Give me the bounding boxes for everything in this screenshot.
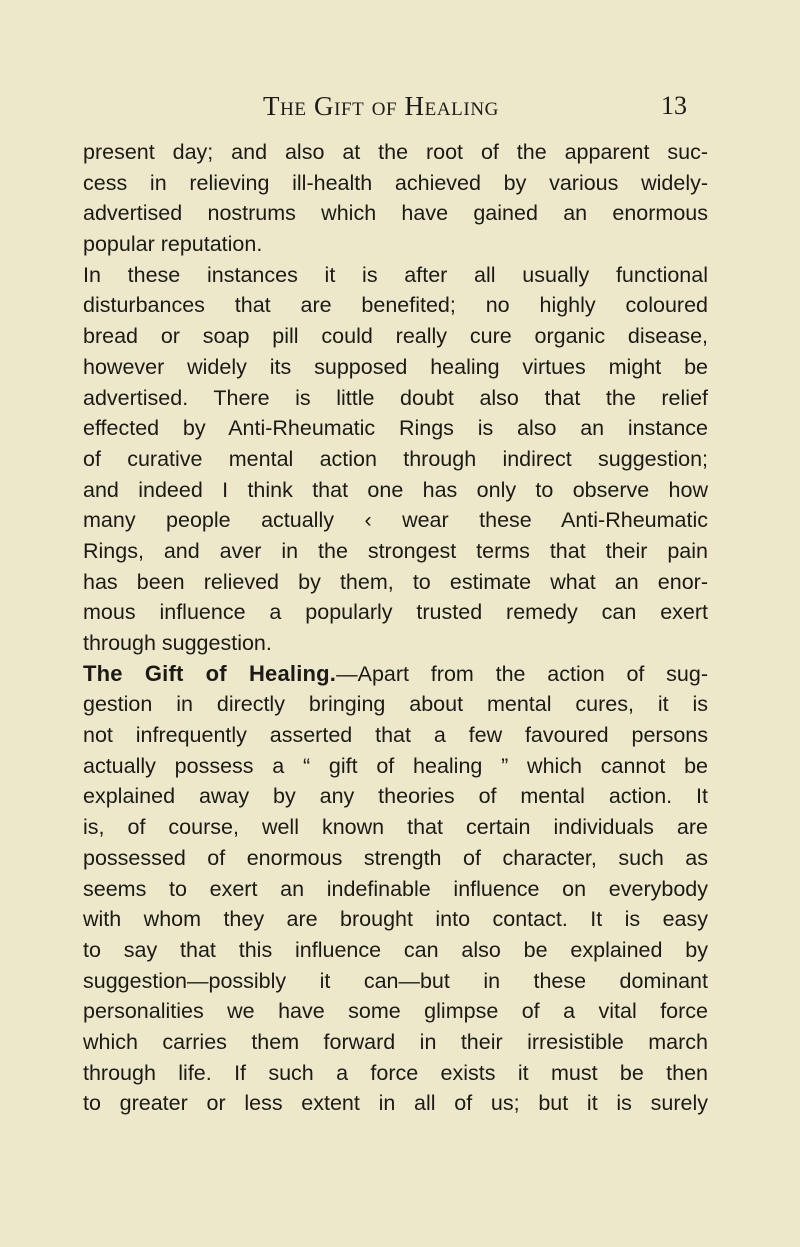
page-number: 13	[661, 91, 687, 120]
text-line: possessed of enormous strength of character, such as	[83, 845, 708, 870]
text-line: to greater or less extent in all of us; but it is surely	[83, 1091, 708, 1116]
text-line: suggestion—possibly it can—but in these dominant	[83, 968, 708, 993]
text-line: seems to exert an indefinable influence on everybody	[83, 876, 708, 901]
text-line: cess in relieving ill-health achieved by various widely-	[83, 170, 708, 195]
text-line: advertised. There is little doubt also that the relief	[83, 385, 708, 410]
text-line: with whom they are brought into contact. It is easy	[83, 907, 708, 932]
text-line: however widely its supposed healing virtues might be	[83, 354, 708, 379]
text-line: disturbances that are benefited; no highly coloured	[83, 293, 708, 318]
text-line: actually possess a “ gift of healing ” which cannot be	[83, 753, 708, 778]
text-line: many people actually ‹ wear these Anti-Rheumatic	[83, 508, 708, 533]
text-line: has been relieved by them, to estimate what an enor-	[83, 569, 708, 594]
text-line: is, of course, well known that certain individuals are	[83, 815, 708, 840]
page-header	[0, 86, 800, 126]
body-text	[83, 137, 708, 1119]
section-first-line	[83, 659, 708, 690]
text-line: gestion in directly bringing about mental cures, it is	[83, 692, 708, 717]
section-first-line-text: —Apart from the action of sug-	[336, 661, 708, 686]
text-line: through suggestion.	[83, 631, 272, 655]
text-line: to say that this influence can also be explained by	[83, 937, 708, 962]
text-line: and indeed I think that one has only to observe how	[83, 477, 708, 502]
text-line: Rings, and aver in the strongest terms that their pain	[83, 538, 708, 563]
text-line: which carries them forward in their irresistible march	[83, 1029, 708, 1054]
section-heading: The Gift of Healing.	[83, 660, 337, 686]
text-line: bread or soap pill could really cure organic disease,	[83, 324, 708, 349]
text-line: through life. If such a force exists it must be then	[83, 1060, 708, 1085]
text-line: not infrequently asserted that a few favoured persons	[83, 723, 708, 748]
text-line: effected by Anti-Rheumatic Rings is also an instance	[83, 416, 708, 441]
text-line: personalities we have some glimpse of a vital force	[83, 999, 708, 1024]
text-line: present day; and also at the root of the apparent suc-	[83, 140, 708, 164]
text-line: popular reputation.	[83, 232, 263, 257]
text-line: advertised nostrums which have gained an enormous	[83, 201, 708, 226]
text-line: In these instances it is after all usually functional	[83, 262, 708, 287]
running-title: The Gift of Healing	[263, 91, 499, 121]
text-line: mous influence a popularly trusted remedy can exert	[83, 600, 708, 625]
text-line: of curative mental action through indirect suggestion;	[83, 446, 708, 471]
text-line: explained away by any theories of mental action. It	[83, 784, 708, 809]
